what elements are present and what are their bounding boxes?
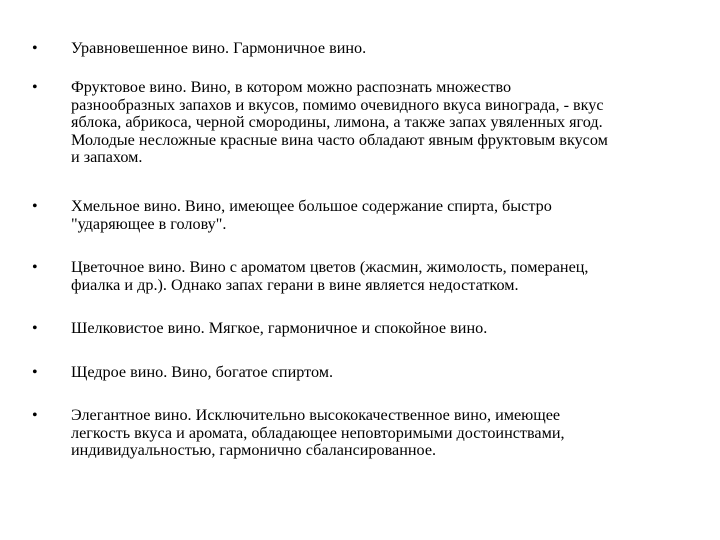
text-line: "ударяющее в голову".	[71, 214, 227, 233]
list-item-text	[71, 198, 681, 233]
text-line: яблока, абрикоса, черной смородины, лимона, а также запах увяленных ягод.	[71, 113, 603, 132]
text-line: индивидуальностью, гармонично сбалансированное.	[71, 441, 437, 460]
text-line: легкость вкуса и аромата, обладающее неповторимыми достоинствами,	[71, 423, 565, 442]
text-line: разнообразных запахов и вкусов, помимо очевидного вкуса винограда, - вкус	[71, 95, 604, 114]
bullet-icon: •	[32, 259, 38, 276]
bullet-icon: •	[32, 320, 38, 337]
list-item-text	[71, 320, 681, 338]
bullet-icon: •	[32, 40, 38, 57]
bullet-icon: •	[32, 79, 38, 96]
text-line: Элегантное вино. Исключительно высококачественное вино, имеющее	[71, 406, 561, 424]
list-item-text	[71, 364, 681, 382]
list-item-text	[71, 407, 681, 460]
text-line: Шелковистое вино. Мягкое, гармоничное и спокойное вино.	[71, 319, 488, 337]
text-line: Молодые несложные красные вина часто обладают явным фруктовым вкусом	[71, 130, 608, 149]
list-item-text	[71, 79, 681, 167]
text-line: и запахом.	[71, 148, 143, 167]
text-line: Фруктовое вино. Вино, в котором можно распознать множество	[71, 78, 512, 96]
text-line: Уравновешенное вино. Гармоничное вино.	[71, 39, 367, 57]
bullet-icon: •	[32, 364, 38, 381]
text-line: фиалка и др.). Однако запах герани в вине является недостатком.	[71, 275, 519, 294]
bullet-icon: •	[32, 198, 38, 215]
text-line: Хмельное вино. Вино, имеющее большое содержание спирта, быстро	[71, 197, 552, 215]
text-line: Щедрое вино. Вино, богатое спиртом.	[71, 363, 334, 381]
bullet-icon: •	[32, 407, 38, 424]
list-item-text	[71, 40, 681, 58]
list-item-text	[71, 259, 681, 294]
text-line: Цветочное вино. Вино с ароматом цветов (жасмин, жимолость, померанец,	[71, 258, 589, 276]
